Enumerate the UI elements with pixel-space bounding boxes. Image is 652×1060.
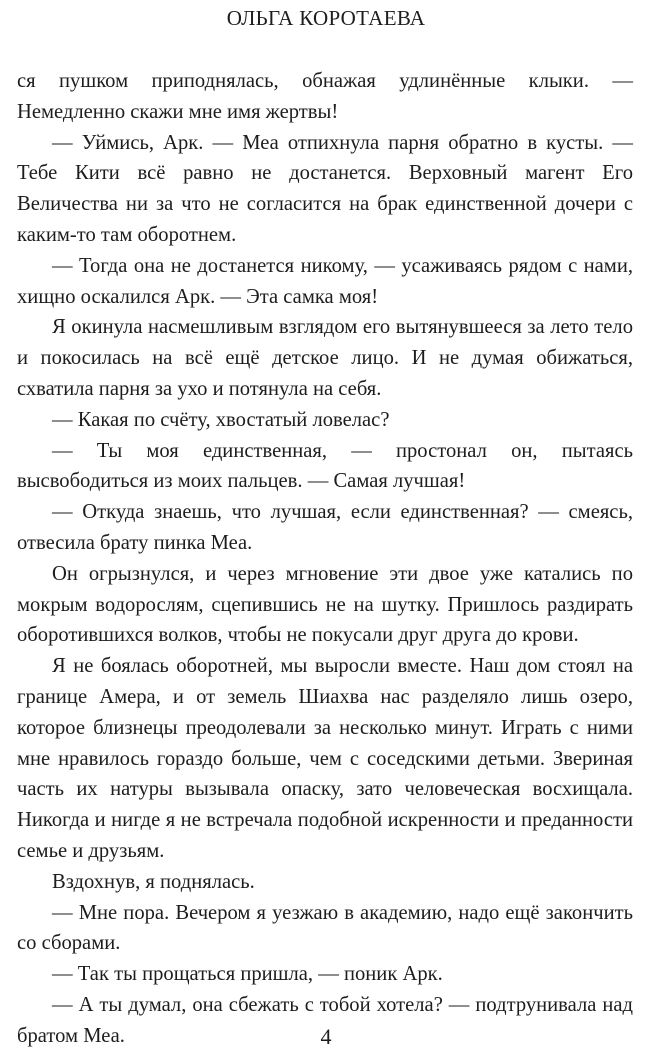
paragraph: — Так ты прощаться пришла, — поник Арк.	[52, 963, 443, 986]
paragraph: Он огрызнулся, и через мгновение эти двое уже катались по мокрым водорослям, сцепившись не на шутку. Пришлось раздирать оборотившихся волков, чтобы не покусали друг друга до крови.	[17, 562, 633, 647]
paragraph: — Какая по счёту, хвостатый ловелас?	[52, 408, 390, 431]
paragraph: — Уймись, Арк. — Меа отпихнула парня обратно в кусты. — Тебе Кити всё равно не достанется. Верховный магент Его Величества ни за что не согласится на брак единственной дочери с каким-то там оборотнем.	[17, 131, 633, 246]
paragraph: Я не боялась оборотней, мы выросли вместе. Наш дом стоял на границе Амера, и от земель Шиахва нас разделяло лишь озеро, которое близнецы преодолевали за несколько минут. Играть с ними мне нравилось гораздо больше, чем с соседскими детьми. Звериная часть их натуры вызывала опаску, зато человеческая восхищала. Никогда и нигде я не встречала подобной искренности и преданности семье и друзьям.	[17, 655, 633, 862]
running-header: ОЛЬГА КОРОТАЕВА	[226, 6, 426, 30]
paragraph-continued: ся пушком приподнялась, обнажая удлинённые клыки. — Немедленно скажи мне имя жертвы!	[17, 70, 633, 123]
paragraph: — Мне пора. Вечером я уезжаю в академию, надо ещё закончить со сборами.	[17, 901, 633, 955]
page-number: 4	[320, 1024, 332, 1049]
paragraph: — Ты моя единственная, — простонал он, пытаясь высвободиться из моих пальцев. — Самая лучшая!	[17, 439, 633, 493]
paragraph: — А ты думал, она сбежать с тобой хотела? — подтрунивала над братом Меа.	[17, 993, 633, 1047]
paragraph: Я окинула насмешливым взглядом его вытянувшееся за лето тело и покосилась на всё ещё детское лицо. И не думая обижаться, схватила парня за ухо и потянула на себя.	[17, 316, 633, 400]
paragraph: Вздохнув, я поднялась.	[52, 870, 255, 893]
body-text	[17, 66, 633, 1052]
paragraph: — Откуда знаешь, что лучшая, если единственная? — смеясь, отвесила брату пинка Меа.	[17, 501, 633, 554]
paragraph: — Тогда она не достанется никому, — усаживаясь рядом с нами, хищно оскалился Арк. — Эта самка моя!	[17, 254, 633, 308]
